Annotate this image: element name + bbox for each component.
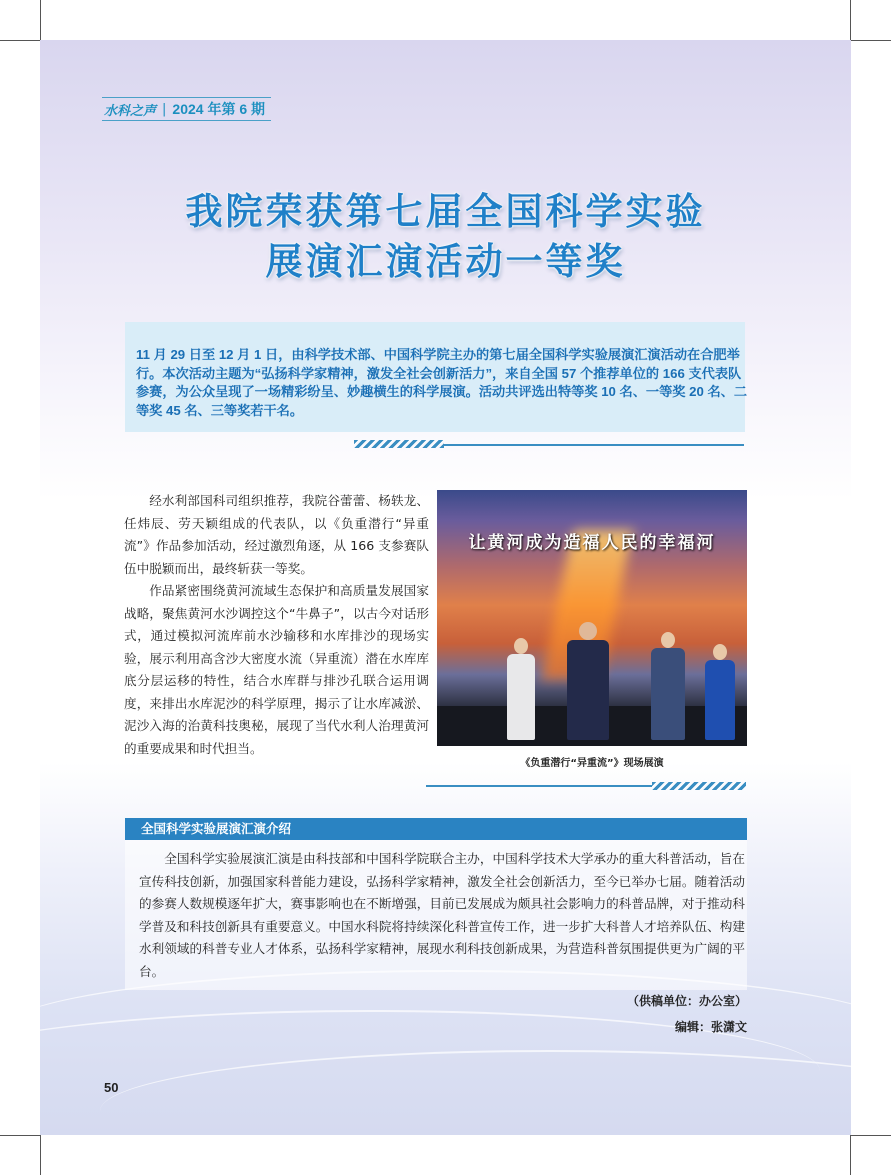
performer-figure — [567, 622, 609, 740]
performance-photo — [437, 490, 747, 746]
crop-mark — [850, 1135, 851, 1175]
issue-label: 2024 年第 6 期 — [172, 101, 266, 117]
body-paragraph: 经水利部国科司组织推荐，我院谷蕾蕾、杨轶龙、任炜辰、劳天颖组成的代表队，以《负重潜行“异重流”》作品参加活动，经过激烈角逐，从 166 支参赛队伍中脱颖而出，最终斩获一等奖。 — [124, 493, 429, 576]
section-text: 全国科学实验展演汇演是由科技部和中国科学院联合主办，中国科学技术大学承办的重大科普活动，旨在宣传科技创新，加强国家科普能力建设，弘扬科学家精神，激发全社会创新活力，至今已举办七届。随着活动的参赛人数规模逐年扩大，赛事影响也在不断增强，目前已发展成为颇具社会影响力的科普品牌，对于推动科学普及和科技创新具有重要意义。中国水科院将持续深化科普宣传工作，进一步扩大科普人才培养队伍、构建水利领域的科普专业人才体系，弘扬科学家精神，展现水利科技创新成果，为营造科普氛围提供更为广阔的平台。 — [139, 851, 745, 979]
summary-bottom-stripes — [354, 440, 444, 448]
summary-text: 11 月 29 日至 12 月 1 日，由科学技术部、中国科学院主办的第七届全国科学实验展演汇演活动在合肥举行。本次活动主题为“弘扬科学家精神，激发全社会创新活力”，来自全国 57 个推荐单位的 166 支代表队参赛，为公众呈现了一场精彩纷呈、妙趣横生的科学展演。活动共评选出特等奖 10 名、一等奖 20 名、二等奖 45 名、三等奖若干名。 — [136, 347, 748, 418]
divider-line — [426, 785, 652, 787]
title-line-1: 我院荣获第七届全国科学实验 — [185, 189, 706, 233]
body-text — [124, 490, 429, 760]
performer-figure — [507, 638, 535, 740]
photo-slogan: 让黄河成为造福人民的幸福河 — [468, 533, 716, 553]
brand-name: 水科之声 — [104, 103, 157, 119]
crop-mark — [0, 40, 40, 41]
crop-mark — [851, 40, 891, 41]
crop-mark — [40, 0, 41, 40]
crop-mark — [0, 1135, 40, 1136]
page-title — [40, 186, 851, 286]
crop-mark — [851, 1135, 891, 1136]
crop-mark — [850, 0, 851, 40]
title-line-2: 展演汇演活动一等奖 — [265, 239, 626, 283]
editor-credit: 编辑：张潇文 — [674, 1020, 747, 1034]
body-paragraph: 作品紧密围绕黄河流域生态保护和高质量发展国家战略，聚焦黄河水沙调控这个“牛鼻子”，以古今对话形式，通过模拟河流库前水沙输移和水库排沙的现场实验，展示利用高含沙大密度水流（异重流）潜在水库库底分层运移的特性，结合水库群与排沙孔联合运用调度，来排出水库泥沙的科学原理，揭示了让水库减淤、泥沙入海的治黄科技奥秘，展现了当代水利人治理黄河的重要成果和时代担当。 — [124, 583, 429, 756]
summary-bottom-line — [444, 444, 744, 446]
header-separator: | — [162, 101, 167, 117]
performer-figure — [705, 644, 735, 740]
performer-figure — [651, 632, 685, 740]
crop-mark — [40, 1135, 41, 1175]
divider-stripes — [652, 782, 746, 790]
page-number: 50 — [104, 1080, 119, 1095]
header-tag — [102, 97, 271, 121]
section-heading: 全国科学实验展演汇演介绍 — [125, 818, 747, 840]
photo-caption: 《负重潜行“异重流”》现场展演 — [520, 758, 664, 769]
magazine-page — [40, 40, 851, 1135]
supplier-credit: （供稿单位：办公室） — [626, 994, 747, 1008]
